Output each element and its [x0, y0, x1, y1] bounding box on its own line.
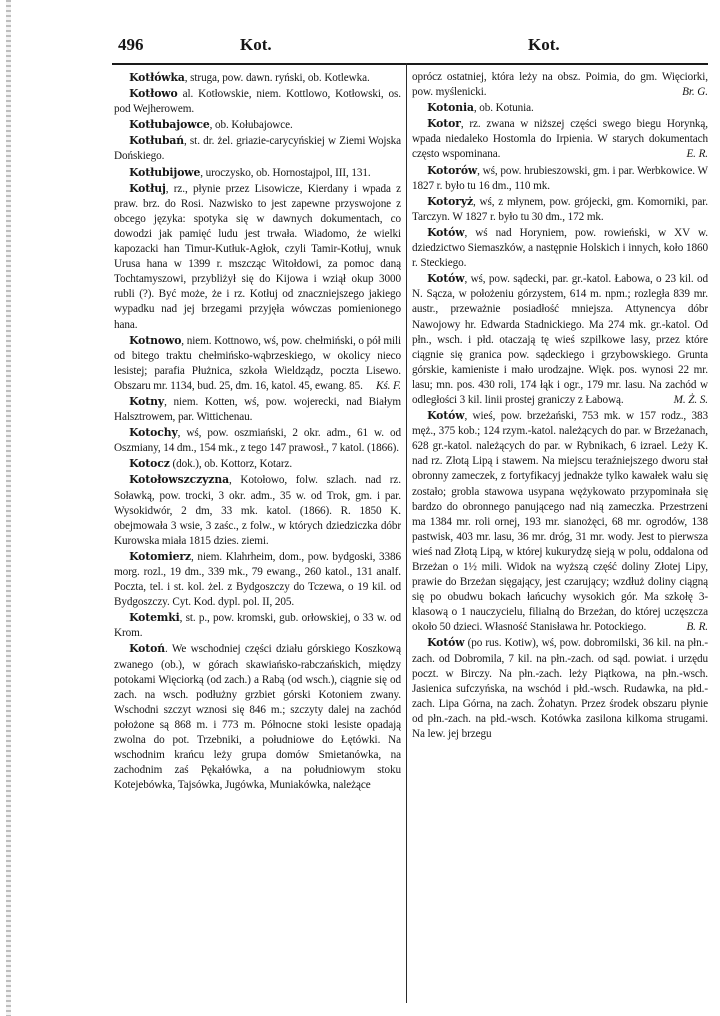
entry-text: , uroczysko, ob. Hornostajpol, III, 131. [200, 166, 371, 179]
entry-text: , rz. zwana w niższej części swego biegu Horynką, wpada niedaleko Hostomla do Irpienia. W starych dokumentach często wspominana. [412, 118, 708, 161]
entry-headword: Kotołowszczyzna [129, 473, 229, 487]
dictionary-entry [114, 70, 401, 86]
entry-text: . We wschodniej części działu górskiego Koszkową zwanego (ob.), w górach skawiańsko-rabczańskich, między potokami Więciorką (od zach.) a Rabą (od wsch.), ciągnie się od zach. na wsch. podłużny grzbiet górski Kotoniem zwany. Wschodni szczyt wznosi się 846 m.; szczyty dalej na zachód położone są 868 m. i 773 m. Północne stoki lesiste opadają zwolna do pot. Trzebniki, a południowe do Łętówki. Na wschodnim krańcu leży grupa domów Smietanówka, na zachodnim zaś Pękałówka, a na południowym stoku Kotejebówka, Tajsówka, Jugówka, Muniakówka, należące [114, 643, 401, 792]
dictionary-entry [412, 163, 708, 194]
entry-text: , st. dr. żel. griazie-carycyńskiej w Ziemi Wojska Dońskiego. [114, 135, 401, 163]
dictionary-entry [114, 333, 401, 394]
author-signature: B. R. [686, 621, 708, 634]
entry-headword: Kotów [427, 409, 465, 423]
entry-text: al. Kotłowskie, niem. Kottlowo, Kotłowski, os. pod Wejherowem. [114, 88, 401, 116]
entry-text: oprócz ostatniej, która leży na obsz. Poimia, do gm. Więciorki, pow. myślenicki. [412, 71, 708, 99]
column-divider [406, 63, 407, 1003]
entry-text: , st. p., pow. kromski, gub. orłowskiej, o 33 w. od Krom. [114, 612, 401, 640]
entry-headword: Kotomierz [129, 549, 191, 563]
right-column [412, 70, 708, 1006]
dictionary-entry [412, 408, 708, 635]
author-signature: Kś. F. [376, 379, 401, 392]
entry-text: , niem. Klahrheim, dom., pow. bydgoski, 3386 morg. rozl., 19 dm., 339 mk., 79 ewang., 260 katol., 131 analf. Poczta, tel. i st. kol. żel. z Bydgoszczy do Tczewa, o 19 kil. od Bydgoszczy. Cyt. Kod. dypl. pol. II, 205. [114, 550, 401, 609]
entry-text: , rz., płynie przez Lisowicze, Kierdany i wpada z praw. brz. do Rosi. Nazwisko to jest zapewne przyswojone z obcego języka: spotyka się w dawnych dokumentach, co dowodzi jak pamięć ludu jest trwała. Wiadomo, że wielki kapozacki han Timur-Kutłuk-Agłok, czyli Tamir-Kotłuj, wnuk Urusa hana w 1399 r. mszcząc Witołdowi, za pomoc daną Tochtamyszowi, przybliżył się do Kijowa i wziął okup 3000 rubli (?). Być może, że i rz. Kotłuj od znaczniejszego jakiego wypadku nad jej brzegami przyjęła wówczas pomienionego hana. [114, 182, 401, 331]
left-running-head: Kot. [240, 35, 272, 54]
binding-edge [6, 0, 11, 1016]
entry-headword: Kotłowo [129, 87, 178, 101]
entry-text: , ob. Kotunia. [473, 102, 534, 115]
author-signature: M. Ż. S. [673, 393, 708, 406]
dictionary-entry [114, 117, 401, 133]
entry-headword: Kotnowo [129, 333, 182, 347]
entry-headword: Kotoń [129, 642, 165, 656]
header-rule [112, 63, 708, 65]
entry-text: (po rus. Kotiw), wś, pow. dobromilski, 36 kil. na płn.-zach. od Dobromila, 7 kil. na płn.-zach. od sąd. powiat. i urzędu poczt. w Birczy. Na płn.-zach. leży Piątkowa, na płn.-wsch. Jasienica sufczyńska, na wschód i płd.-wsch. Rudawka, na płd.-zach. Lipa Górna, na zach. Żohatyn. Przez środek obszaru płynie od płn.-zach. na płd.-wsch. Kotówka zasilona kilkoma strugami. Na lew. jej brzegu [412, 637, 708, 741]
dictionary-entry [114, 549, 401, 610]
entry-text: , Kotołowo, folw. szlach. nad rz. Soławką, pow. trocki, 3 okr. adm., 35 w. od Trok, gm. i par. Wysokidwór, 2 dm, 33 mk. katol. (1866). R. 1850 K. obejmowała 3 wsie, 3 zaśc., z folw., w których dziedziczka dóbr Kurowska miała 1815 dzies. ziemi. [114, 474, 401, 547]
entry-text: , wieś, pow. brzeżański, 753 mk. w 157 rodz., 383 męż., 375 kob.; 124 rzym.-katol. należących do par. w Brzeżanach, 628 gr.-katol. należących do par. w Rybnikach, 6 izrael. Leży K. nad rz. Złotą Lipą i stawem. Na miejscu teraźniejszego dworu stał obronny zameczek, z fortyfikacyj jednakże tylko kawałek wału się zostało; grobla stawowa usypana wężykowato przypominała się bardzo do obronnego panującego nad nią zameczka. Przestrzeni ma 1384 mr. roli ornej, 193 mr. sianożęci, 68 mr. ogrodów, 138 pastwisk, 403 mr. lasu, 36 mr. dróg, 31 mr. wody. Jest to pierwsza wieś nad Złotą Lipą, w której kukurydzę sieją w polu, oddalona od Brzeżan o 1½ mili. Widok na wyższą część doliny Złotej Lipy, prawie do Brzeżan sięgający, jest czarujący; wzdłuż doliny ciągną się po obudwu bokach łańcuchy wysokich gór. Ma szkołę 3-klasową o 1 nauczycielu, filialną do Brzeżan, do której uczęszcza około 50 dzieci. Własność Stanisława hr. Potockiego. [412, 410, 708, 634]
entry-headword: Kotłuj [129, 181, 166, 195]
dictionary-entry [114, 181, 401, 333]
dictionary-entry [412, 635, 708, 742]
entry-headword: Kotemki [129, 611, 180, 625]
dictionary-entry [412, 194, 708, 225]
entry-headword: Kotocz [129, 457, 170, 471]
entry-text: , niem. Kotten, wś, pow. wojerecki, nad Białym Halsztrowem, par. Wittichenau. [114, 395, 401, 424]
left-column [114, 70, 401, 1006]
dictionary-entry [114, 456, 401, 472]
dictionary-entry [114, 394, 401, 425]
entry-text: , wś, z młynem, pow. grójecki, gm. Komorniki, par. Tarczyn. W 1827 r. było tu 30 dm., 172 mk. [412, 195, 708, 223]
author-signature: Br. G. [682, 86, 708, 99]
entry-headword: Kotonia [427, 101, 474, 115]
entry-headword: Kotny [129, 394, 165, 408]
entry-text: , wś, pow. oszmiański, 2 okr. adm., 61 w. od Oszmiany, 14 dm., 154 mk., z tego 147 prawosł., 7 katol. (1866). [114, 427, 401, 455]
entry-headword: Kotłówka [129, 71, 185, 84]
dictionary-entry [114, 165, 401, 181]
entry-headword: Kotów [427, 225, 465, 239]
dictionary-entry [412, 271, 708, 408]
page-number: 496 [118, 35, 144, 54]
dictionary-entry [114, 472, 401, 548]
dictionary-entry [114, 641, 401, 793]
entry-text: , struga, pow. dawn. ryński, ob. Kotlewka. [184, 72, 370, 84]
right-running-head: Kot. [528, 35, 560, 54]
dictionary-entry [412, 100, 708, 116]
entry-headword: Kotłubań [129, 134, 185, 148]
entry-text: , wś, pow. sądecki, par. gr.-katol. Łabowa, o 23 kil. od N. Sącza, w położeniu górzystem, 614 m. npm.; rozległa 839 mr. austr., przeważnie posiadłość mniejsza. Attynencya dóbr Nawojowy hr. Edwarda Stadnickiego. Ma 274 mk. gr.-katol. Od płn., wsch. i płd. otaczają tę wieś szpilkowe lasy, przez które ciągnie się granica pow. sądeckiego i grzybowskiego. Grunta górskie, kamieniste i mało urodzajne. Więk. pos. wynosi 22 mr. lasu; mn. pos. 430 roli, 174 łąk i ogr., 179 mr. lasu. Na zachód w odległości 3 kil. linii prostej graniczy z Łabową. [412, 273, 708, 406]
entry-headword: Kotłubijowe [129, 165, 201, 179]
dictionary-entry [114, 86, 401, 117]
dictionary-entry [114, 425, 401, 456]
entry-headword: Kotłubajowce [129, 118, 210, 132]
entry-text: , niem. Kottnowo, wś, pow. chełmiński, o pół mili od bitego traktu chełmińsko-wąbrzeskiego, w okolicy nieco lesistej; parafia Płużnica, szkoła Wieldządz, poczta Lisewo. Obszaru mr. 1134, bud. 25, dm. 16, katol. 45, ewang. 85. [114, 334, 401, 392]
entry-text: , wś, pow. hrubieszowski, gm. i par. Werbkowice. W 1827 r. było tu 16 dm., 110 mk. [412, 164, 708, 192]
dictionary-entry [114, 133, 401, 164]
dictionary-entry [412, 225, 708, 271]
entry-headword: Kotorów [427, 163, 478, 177]
author-signature: E. R. [686, 148, 708, 161]
entry-headword: Kotów [427, 636, 465, 650]
entry-headword: Kotów [427, 272, 465, 286]
entry-headword: Kotoryż [427, 194, 474, 208]
entry-text: (dok.), ob. Kottorz, Kotarz. [169, 458, 293, 471]
entry-headword: Kotochy [129, 426, 178, 440]
entry-text: , ob. Kołubajowce. [209, 119, 293, 132]
entry-headword: Kotor [427, 117, 461, 131]
entry-text: , wś nad Horyniem, pow. rowieński, w XV w. dziedzictwo Siemaszków, a następnie Holskich i innych, koło 1860 r. Steckiego. [412, 226, 708, 270]
dictionary-entry [114, 610, 401, 641]
